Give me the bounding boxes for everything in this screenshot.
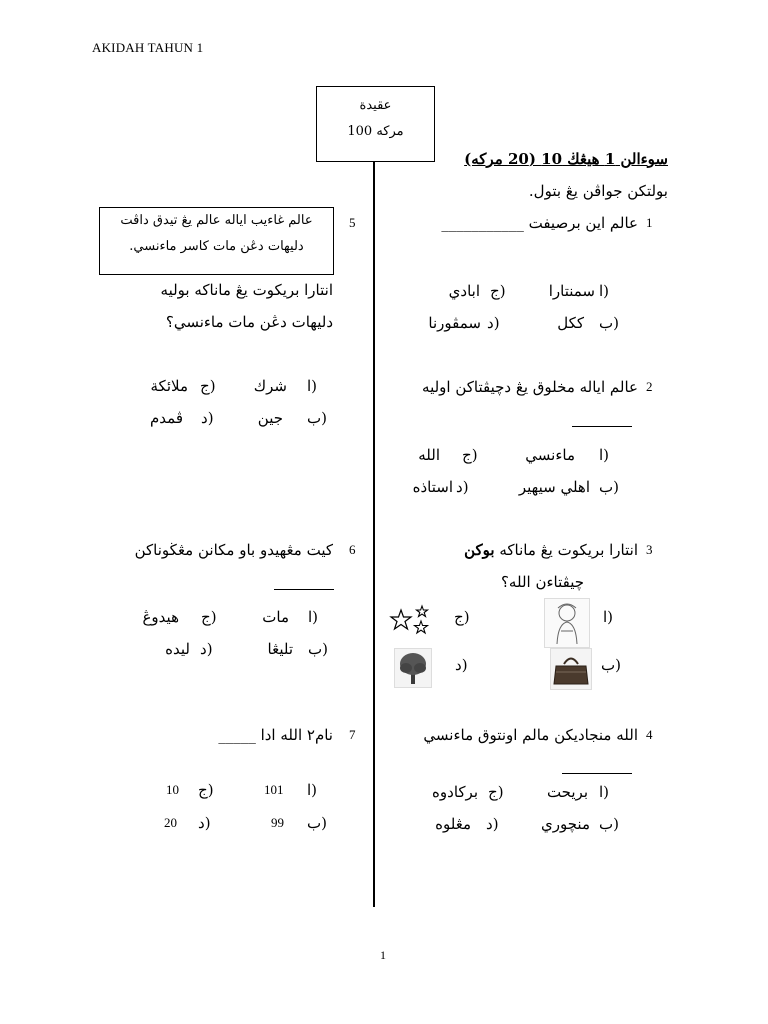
q7-d-option: 20	[164, 815, 177, 830]
q2-d-option: استاذه	[412, 478, 453, 496]
q1-a-option: سمنتارا	[548, 282, 595, 300]
stars-icon	[389, 604, 435, 638]
q3-c-label: ج)	[454, 608, 470, 626]
q5-note-box	[99, 207, 334, 275]
title-box-marks: 100 مركه	[347, 124, 404, 139]
q7-c-label: ج)	[198, 781, 214, 799]
page-number: 1	[380, 948, 386, 962]
q4-d-label: د)	[486, 815, 499, 833]
q4-c-option: بركادوه	[432, 783, 478, 801]
q5-number: 5	[349, 215, 356, 230]
q5-text-line1: انتارا بريكوت يڠ ماناكه بوليه	[160, 281, 333, 299]
q2-c-option: الله	[418, 446, 440, 464]
q5-b-label: ب)	[307, 409, 327, 427]
q2-number: 2	[646, 379, 653, 394]
q7-a-option: 101	[264, 782, 284, 797]
q6-a-label: ا)	[308, 608, 319, 626]
q5-d-option: ڤمدم	[149, 409, 183, 427]
q5-a-label: ا)	[307, 377, 318, 395]
section-title: سوءالن 1 هيڠڬ 10 (20 مركه)	[464, 150, 668, 168]
q2-a-label: ا)	[599, 446, 610, 464]
q4-a-label: ا)	[599, 783, 610, 801]
section-instruction: بولتكن جواڤن يڠ بتول.	[528, 182, 668, 200]
q1-d-label: د)	[487, 314, 500, 332]
q7-b-label: ب)	[307, 814, 327, 832]
q6-number: 6	[349, 542, 356, 557]
q4-d-option: مڠلوه	[435, 815, 471, 833]
q6-c-option: هيدوڠ	[142, 608, 179, 626]
q2-c-label: ج)	[462, 446, 478, 464]
q5-c-label: ج)	[200, 377, 216, 395]
q7-c-option: 10	[166, 782, 179, 797]
q7-b-option: 99	[271, 815, 284, 830]
q4-b-label: ب)	[599, 815, 619, 833]
tree-icon	[394, 648, 432, 688]
q1-c-label: ج)	[490, 282, 506, 300]
q1-text: عالم اين برصيفت ___________	[441, 214, 638, 232]
column-divider	[373, 161, 375, 907]
q7-text: نام٢ الله ادا _____	[218, 726, 333, 744]
title-box	[316, 86, 435, 162]
q4-blank-line	[562, 773, 632, 774]
q6-d-option: ليده	[165, 640, 190, 658]
q5-text-line2: دليهات دڠن مات ماءنسي؟	[165, 313, 333, 331]
q6-c-label: ج)	[201, 608, 217, 626]
q5-a-option: شرك	[253, 377, 287, 395]
q7-d-label: د)	[198, 814, 211, 832]
q5-c-option: ملائكة	[150, 377, 188, 395]
q1-c-option: ابادي	[448, 282, 480, 300]
child-picture-icon	[544, 598, 590, 648]
q4-text: الله منجاديكن مالم اونتوق ماءنسي	[423, 726, 638, 744]
q6-d-label: د)	[200, 640, 213, 658]
q6-b-label: ب)	[308, 640, 328, 658]
q4-c-label: ج)	[488, 783, 504, 801]
q7-a-label: ا)	[307, 781, 318, 799]
q5-note-line1: عالم غاءيب اياله عالم يڠ تيدق داڤت	[120, 213, 313, 228]
q5-b-option: جين	[257, 409, 283, 427]
title-box-subject: عقيدة	[359, 98, 392, 113]
q4-a-option: بريحت	[546, 783, 588, 801]
q3-d-label: د)	[455, 656, 468, 674]
q1-b-option: ككل	[557, 314, 584, 332]
q3-number: 3	[646, 542, 653, 557]
q1-b-label: ب)	[599, 314, 619, 332]
q6-a-option: مات	[262, 608, 289, 626]
q1-a-label: ا)	[599, 282, 610, 300]
q3-text	[464, 541, 638, 559]
bag-icon	[550, 648, 592, 690]
q6-blank-line	[274, 589, 334, 590]
q5-note-line2: دليهات دڠن مات كاسر ماءنسي.	[129, 239, 304, 254]
q5-d-label: د)	[201, 409, 214, 427]
page-header: AKIDAH TAHUN 1	[92, 40, 204, 55]
q2-blank-line	[572, 426, 632, 427]
q6-b-option: تليڠا	[267, 640, 293, 658]
q2-a-option: ماءنسي	[525, 446, 575, 464]
q7-number: 7	[349, 727, 356, 742]
q3-text-line2: چيڤتاءن الله؟	[500, 573, 584, 591]
q1-number: 1	[646, 215, 653, 230]
q2-text: عالم اياله مخلوق يڠ دچيڤتاكن اوليه	[422, 378, 638, 396]
q3-b-label: ب)	[601, 656, 621, 674]
q4-number: 4	[646, 727, 653, 742]
q3-a-label: ا)	[603, 608, 614, 626]
q2-d-label: د)	[456, 478, 469, 496]
q2-b-label: ب)	[599, 478, 619, 496]
q1-d-option: سمڤورنا	[428, 314, 481, 332]
q2-b-option: اهلي سيهير	[518, 478, 590, 496]
q4-b-option: منچوري	[541, 815, 590, 833]
q6-text: كيت مڠهيدو باو مكانن مڠڬوناكن	[134, 541, 333, 559]
q3-text-emphasis: بوكن	[464, 541, 495, 559]
q3-text-main: انتارا بريكوت يڠ ماناكه	[494, 541, 638, 559]
